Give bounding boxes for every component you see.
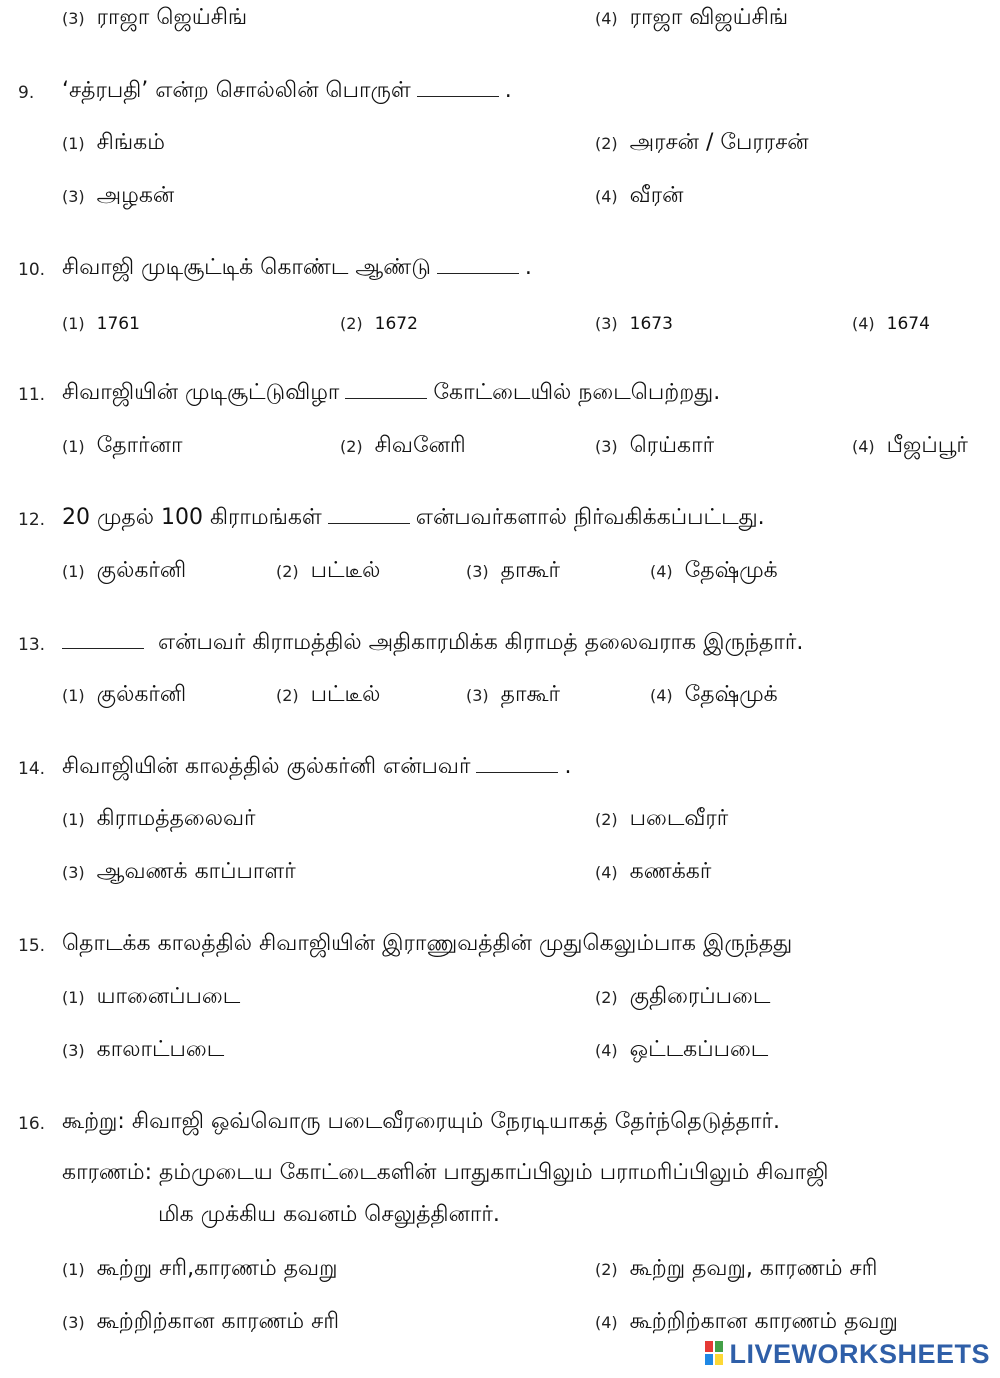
question-tail: என்பவர்களால் நிர்வகிக்கப்பட்டது.	[415, 505, 765, 530]
question-text	[62, 255, 532, 283]
q16-option-2[interactable]	[595, 1256, 878, 1284]
q16-option-3[interactable]	[62, 1309, 339, 1337]
question-tail: .	[524, 255, 532, 280]
option-text: தோர்னா	[96, 433, 183, 458]
option-text: சிங்கம்	[96, 130, 165, 155]
q14-options-row-2	[0, 859, 1000, 895]
q14-option-1[interactable]	[62, 806, 256, 834]
option-text: பட்டீல்	[310, 558, 381, 583]
q9-options-row-1	[0, 130, 1000, 166]
option-number: (3)	[595, 314, 618, 333]
q13-option-4[interactable]	[650, 682, 778, 710]
q12-options-row	[0, 558, 1000, 594]
option-number: (1)	[62, 314, 85, 333]
question-stem: 20 முதல் 100 கிராமங்கள்	[62, 505, 322, 530]
q9-option-2[interactable]	[595, 130, 809, 158]
q14-option-4[interactable]	[595, 859, 711, 887]
q13-options-row	[0, 682, 1000, 718]
option-number: (4)	[595, 9, 618, 28]
option-number: (2)	[340, 437, 363, 456]
option-text: ராஜா விஜய்சிங்	[629, 5, 789, 30]
answer-blank[interactable]	[417, 78, 499, 97]
reason-text-continued: மிக முக்கிய கவனம் செலுத்தினார்.	[158, 1202, 500, 1227]
question-number: 10.	[18, 260, 46, 280]
option-text: அரசன் / பேரரசன்	[629, 130, 809, 155]
option-text: ஒட்டகப்படை	[629, 1037, 769, 1062]
q12-option-4[interactable]	[650, 558, 778, 586]
option-number: (4)	[595, 863, 618, 882]
answer-blank[interactable]	[437, 255, 519, 274]
q13-option-1[interactable]	[62, 682, 186, 710]
question-number: 12.	[18, 510, 46, 530]
option-number: (3)	[466, 686, 489, 705]
q11-option-2[interactable]	[340, 433, 466, 461]
option-number: (1)	[62, 134, 85, 153]
option-text: 1761	[96, 314, 140, 334]
option-number: (2)	[595, 988, 618, 1007]
question-stem: ‘சத்ரபதி’ என்ற சொல்லின் பொருள்	[62, 78, 411, 103]
question-number: 14.	[18, 759, 46, 779]
q12-option-1[interactable]	[62, 558, 186, 586]
q10-option-2[interactable]	[340, 310, 418, 335]
option-text: கூற்று சரி,காரணம் தவறு	[96, 1256, 338, 1281]
option-number: (2)	[595, 810, 618, 829]
q10-option-3[interactable]	[595, 310, 673, 335]
q11-option-3[interactable]	[595, 433, 714, 461]
question-text: தொடக்க காலத்தில் சிவாஜியின் இராணுவத்தின் முதுகெலும்பாக இருந்தது	[62, 931, 793, 956]
option-text: 1672	[374, 314, 418, 334]
question-tail: .	[564, 754, 572, 779]
option-text: கூற்றிற்கான காரணம் தவறு	[629, 1309, 898, 1334]
reason-line-1	[0, 1160, 1000, 1196]
q9-options-row-2	[0, 183, 1000, 219]
q12-option-3[interactable]	[466, 558, 560, 586]
option-number: (1)	[62, 810, 85, 829]
option-number: (1)	[62, 988, 85, 1007]
option-text: கூற்று தவறு, காரணம் சரி	[629, 1256, 878, 1281]
q15-option-4[interactable]	[595, 1037, 768, 1065]
option-text: வீரன்	[629, 183, 684, 208]
question-16	[0, 1109, 1000, 1145]
option-number: (3)	[62, 1313, 85, 1332]
option-text: தாகூர்	[500, 558, 561, 583]
option-text: 1673	[629, 314, 673, 334]
q14-option-3[interactable]	[62, 859, 296, 887]
question-number: 9.	[18, 83, 35, 103]
answer-blank[interactable]	[476, 754, 558, 773]
q9-option-1[interactable]	[62, 130, 165, 158]
question-text	[62, 505, 765, 533]
question-13	[0, 630, 1000, 666]
option-number: (2)	[595, 1260, 618, 1279]
question-text	[62, 630, 803, 658]
option-number: (4)	[852, 314, 875, 333]
option-number: (4)	[595, 1041, 618, 1060]
question-text	[62, 380, 720, 408]
option-text: தாகூர்	[500, 682, 561, 707]
option-text: ரெய்கார்	[629, 433, 715, 458]
option-text: தேஷ்முக்	[684, 558, 778, 583]
brand-text: LIVEWORKSHEETS	[729, 1338, 990, 1369]
liveworksheets-logo-icon	[705, 1341, 725, 1367]
option-text: 1674	[886, 314, 930, 334]
option-number: (1)	[62, 686, 85, 705]
question-tail: .	[504, 78, 512, 103]
option-text: சிவனேரி	[374, 433, 466, 458]
question-stem: சிவாஜியின் காலத்தில் குல்கர்னி என்பவர்	[62, 754, 471, 779]
option-number: (2)	[595, 134, 618, 153]
q15-option-1[interactable]	[62, 984, 240, 1012]
q16-option-1[interactable]	[62, 1256, 338, 1284]
option-number: (4)	[650, 562, 673, 581]
option-number: (4)	[595, 1313, 618, 1332]
question-tail: கோட்டையில் நடைபெற்றது.	[433, 380, 721, 405]
option-text: காலாட்படை	[96, 1037, 225, 1062]
q11-option-1[interactable]	[62, 433, 182, 461]
q15-options-row-1	[0, 984, 1000, 1020]
option-number: (3)	[62, 9, 85, 28]
question-9	[0, 78, 1000, 114]
question-stem: சிவாஜி முடிசூட்டிக் கொண்ட ஆண்டு	[62, 255, 431, 280]
q9-option-3[interactable]	[62, 183, 174, 211]
option-text: ஆவணக் காப்பாளர்	[96, 859, 296, 884]
reason-text: காரணம்: தம்முடைய கோட்டைகளின் பாதுகாப்பிலும் பராமரிப்பிலும் சிவாஜி	[62, 1160, 829, 1185]
q15-option-3[interactable]	[62, 1037, 224, 1065]
answer-blank[interactable]	[62, 630, 144, 649]
option-text: கணக்கர்	[629, 859, 712, 884]
option-number: (4)	[595, 187, 618, 206]
question-tail: என்பவர் கிராமத்தில் அதிகாரமிக்க கிராமத் தலைவராக இருந்தார்.	[158, 630, 804, 655]
q13-option-2[interactable]	[276, 682, 380, 710]
option-text: தேஷ்முக்	[684, 682, 778, 707]
option-number: (3)	[62, 863, 85, 882]
option-number: (2)	[276, 562, 299, 581]
option-text: ராஜா ஜெய்சிங்	[96, 5, 248, 30]
option-text: கிராமத்தலைவர்	[96, 806, 256, 831]
q13-option-3[interactable]	[466, 682, 560, 710]
option-number: (3)	[595, 437, 618, 456]
option-number: (4)	[650, 686, 673, 705]
q15-option-2[interactable]	[595, 984, 770, 1012]
q11-option-4[interactable]	[852, 433, 968, 461]
option-text: பட்டீல்	[310, 682, 381, 707]
q16-options-row-1	[0, 1256, 1000, 1292]
question-number: 16.	[18, 1114, 46, 1134]
option-text: படைவீரர்	[629, 806, 729, 831]
question-15	[0, 931, 1000, 967]
q10-options-row	[0, 310, 1000, 346]
reason-line-2	[0, 1202, 1000, 1238]
option-number: (1)	[62, 437, 85, 456]
option-number: (2)	[340, 314, 363, 333]
option-text: குல்கர்னி	[96, 558, 187, 583]
question-text	[62, 754, 571, 782]
q11-options-row	[0, 433, 1000, 469]
question-text	[62, 78, 512, 106]
option-text: குதிரைப்படை	[629, 984, 771, 1009]
option-text: குல்கர்னி	[96, 682, 187, 707]
option-number: (1)	[62, 562, 85, 581]
assertion-text: கூற்று: சிவாஜி ஒவ்வொரு படைவீரரையும் நேரடியாகத் தேர்ந்தெடுத்தார்.	[62, 1109, 781, 1134]
question-14	[0, 754, 1000, 790]
option-number: (1)	[62, 1260, 85, 1279]
q10-option-1[interactable]	[62, 310, 140, 335]
answer-blank[interactable]	[345, 380, 427, 399]
q14-option-2[interactable]	[595, 806, 728, 834]
q8-options-row	[0, 5, 1000, 41]
option-number: (4)	[852, 437, 875, 456]
q8-option-3[interactable]	[62, 5, 247, 33]
question-number: 13.	[18, 635, 46, 655]
option-number: (3)	[62, 1041, 85, 1060]
liveworksheets-logo[interactable]	[705, 1336, 990, 1372]
question-12	[0, 505, 1000, 541]
question-number: 15.	[18, 936, 46, 956]
option-text: யானைப்படை	[96, 984, 241, 1009]
q8-option-4[interactable]	[595, 5, 788, 33]
q14-options-row-1	[0, 806, 1000, 842]
question-number: 11.	[18, 385, 46, 405]
option-text: பீஜப்பூர்	[886, 433, 968, 458]
question-stem: சிவாஜியின் முடிசூட்டுவிழா	[62, 380, 340, 405]
option-number: (2)	[276, 686, 299, 705]
option-number: (3)	[62, 187, 85, 206]
question-10	[0, 255, 1000, 291]
q9-option-4[interactable]	[595, 183, 683, 211]
q15-options-row-2	[0, 1037, 1000, 1073]
q12-option-2[interactable]	[276, 558, 380, 586]
answer-blank[interactable]	[328, 505, 410, 524]
option-text: அழகன்	[96, 183, 175, 208]
option-text: கூற்றிற்கான காரணம் சரி	[96, 1309, 340, 1334]
q10-option-4[interactable]	[852, 310, 930, 335]
q16-option-4[interactable]	[595, 1309, 898, 1337]
option-number: (3)	[466, 562, 489, 581]
question-11	[0, 380, 1000, 416]
